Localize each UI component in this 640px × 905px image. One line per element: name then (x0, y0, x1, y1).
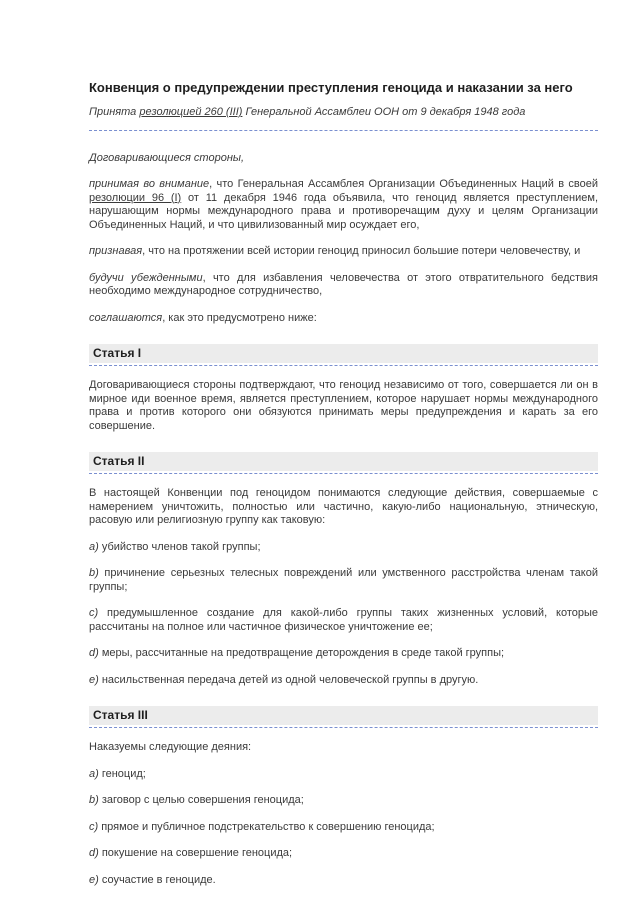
section-heading: Статья II (89, 452, 598, 471)
preamble-lead: признавая (89, 245, 143, 257)
resolution-260-link[interactable]: резолюцией 260 (III) (139, 106, 243, 118)
item-marker: a) (89, 540, 99, 553)
section-heading: Статья I (89, 344, 598, 363)
preamble-considering (89, 178, 598, 232)
preamble-lead: Договаривающиеся стороны, (89, 151, 245, 164)
list-item (89, 768, 598, 782)
resolution-96-link[interactable]: резолюции 96 (I) (89, 191, 182, 204)
article-2-intro: В настоящей Конвенции под геноцидом понимаются следующие действия, совершаемые с намерением уничтожить, полностью или частично, какую-либо национальную, этническую, расовую или религиозную группу как таковую: (89, 487, 598, 526)
item-text: меры, рассчитанные на предотвращение деторождения в среде такой группы; (98, 647, 505, 659)
article-1-text: Договаривающиеся стороны подтверждают, что геноцид независимо от того, совершается ли он в мирное иди военное время, является преступлением, которое нарушает нормы международного права и против которого они обязуются принимать меры предупреждения и карать за его совершение. (89, 379, 598, 432)
subtitle-prefix: Принята (89, 106, 140, 118)
document-header (89, 80, 598, 131)
preamble-text: от 11 декабря 1946 года объявила, что геноцид является преступлением, нарушающим нормы международного права и противоречащим духу и целям Организации Объединенных Наций, и что цивилизованный мир осуждает его, (89, 191, 599, 231)
preamble-recognizing (89, 245, 598, 259)
preamble-lead: соглашаются (89, 311, 163, 324)
list-item (89, 794, 598, 808)
preamble-text: , что на протяжении всей истории геноцид приносил большие потери человечеству, и (142, 245, 581, 257)
section-heading-bar (89, 706, 598, 728)
item-text: заговор с целью совершения геноцида; (98, 794, 304, 806)
item-text: покушение на совершение геноцида; (98, 847, 293, 859)
item-marker: a) (89, 767, 99, 780)
article-3-intro: Наказуемы следующие деяния: (89, 741, 252, 753)
list-item (89, 647, 598, 661)
item-text: предумышленное создание для какой-либо группы таких жизненных условий, которые рассчитаны на полное или частичное физическое уничтожение ее; (89, 607, 598, 633)
preamble-text: , как это предусмотрено ниже: (162, 311, 317, 324)
item-text: причинение серьезных телесных повреждений или умственного расстройства членам такой группы; (89, 567, 598, 593)
list-item (89, 847, 598, 861)
subtitle-suffix: Генеральной Ассамблеи ООН от 9 декабря 1948 года (242, 106, 526, 118)
section-article-2 (89, 452, 598, 687)
preamble-convinced (89, 272, 598, 299)
item-text: соучастие в геноциде. (98, 873, 216, 886)
section-article-1 (89, 344, 598, 433)
item-marker: e) (89, 873, 99, 886)
item-marker: b) (89, 567, 99, 579)
list-item (89, 541, 598, 555)
item-text: геноцид; (98, 767, 146, 780)
preamble-text: , что для избавления человечества от этого отвратительного бедствия необходимо международное сотрудничество, (89, 271, 598, 297)
preamble-agree (89, 312, 598, 326)
list-item (89, 821, 598, 835)
item-marker: c) (89, 820, 99, 833)
preamble-text: , что Генеральная Ассамблея Организации Объединенных Наций в своей (209, 178, 598, 190)
item-text: насильственная передача детей из одной человеческой группы в другую. (98, 673, 479, 686)
preamble-parties (89, 152, 598, 166)
item-marker: b) (89, 794, 99, 806)
list-item (89, 674, 598, 688)
section-article-3 (89, 706, 598, 887)
list-item (89, 607, 598, 634)
document-title: Конвенция о предупреждении преступления геноцида и наказании за него (89, 80, 573, 95)
item-marker: d) (89, 847, 99, 859)
item-text: прямое и публичное подстрекательство к совершению геноцида; (98, 820, 435, 833)
section-heading-bar (89, 452, 598, 474)
preamble-lead: принимая во внимание (89, 178, 210, 190)
item-text: убийство членов такой группы; (98, 540, 261, 553)
section-heading-bar (89, 344, 598, 366)
item-marker: c) (89, 607, 99, 619)
item-marker: d) (89, 647, 99, 659)
preamble-lead: будучи убежденными (89, 271, 203, 284)
list-item (89, 567, 598, 594)
item-marker: e) (89, 673, 99, 686)
document-subtitle (89, 106, 598, 120)
section-heading: Статья III (89, 706, 598, 725)
list-item (89, 874, 598, 888)
document-body (89, 152, 598, 888)
